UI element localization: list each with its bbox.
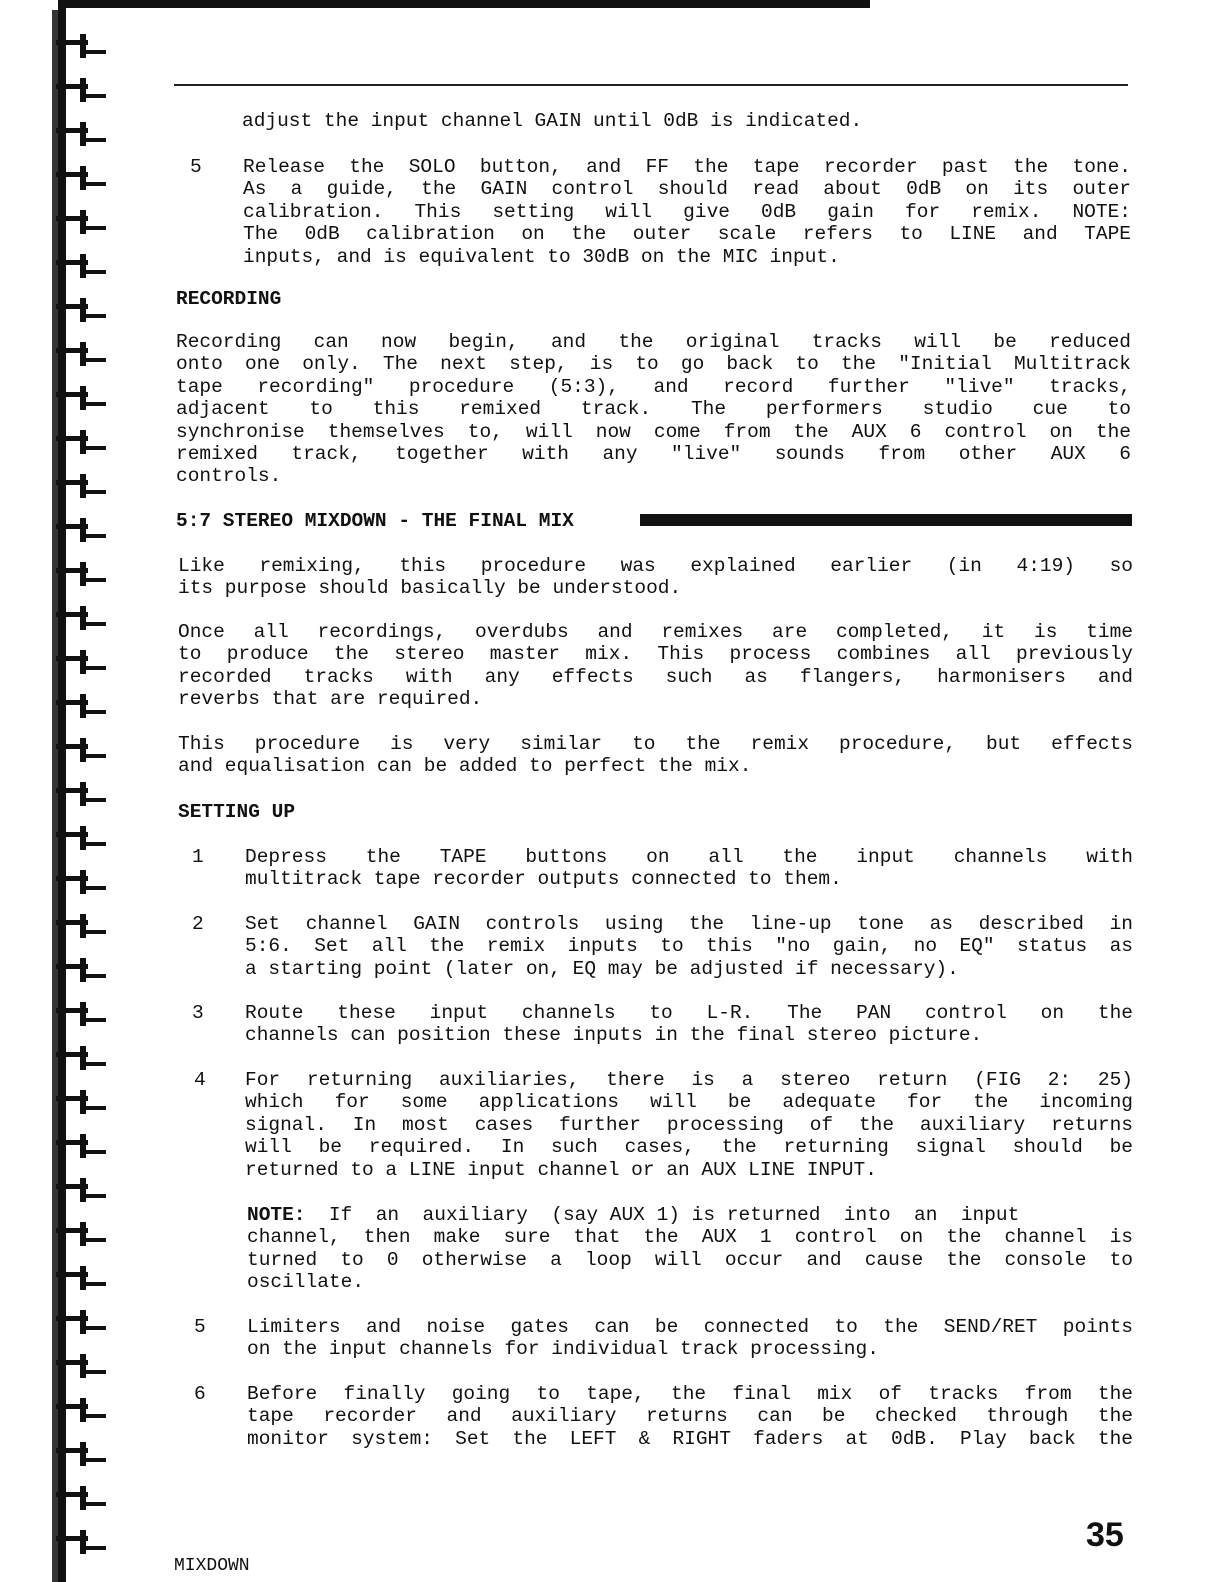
binding-ring-tip [86, 50, 106, 54]
text-line: If an auxiliary (say AUX 1) is returned into an input [305, 1204, 1020, 1226]
spiral-binding [0, 0, 118, 1582]
text-line: tape recorder and auxiliary returns can be checked through the [247, 1405, 1133, 1428]
text-line: multitrack tape recorder outputs connected to them. [245, 868, 842, 891]
binding-ring-tip [86, 270, 106, 274]
text-line: Once all recordings, overdubs and remixes are completed, it is time [178, 621, 1133, 643]
binding-ring-tip [86, 886, 106, 890]
text-line: Depress the TAPE buttons on all the input channels with [245, 846, 1133, 868]
text-line: its purpose should basically be understood. [178, 577, 682, 600]
step-number: 2 [192, 913, 204, 935]
text-line: to produce the stereo master mix. This process combines all previously [178, 643, 1133, 666]
text-line: adjacent to this remixed track. The performers studio cue to [176, 398, 1131, 421]
binding-ring-tip [86, 314, 106, 318]
binding-ring-tip [86, 226, 106, 230]
binding-ring-tip [86, 666, 106, 670]
binding-ring-hook [80, 1398, 86, 1422]
text-line: remixed track, together with any "live" sounds from other AUX 6 [176, 442, 1131, 465]
recording-heading: RECORDING [176, 288, 282, 310]
binding-ring-tip [86, 1062, 106, 1066]
text-line: This procedure is very similar to the remix procedure, but effects [178, 733, 1133, 755]
binding-ring-hook [80, 1530, 86, 1554]
binding-ring-tip [86, 1502, 106, 1506]
binding-ring-hook [80, 78, 86, 102]
step-number: 5 [194, 1316, 206, 1338]
binding-ring-hook [80, 562, 86, 586]
binding-ring-hook [80, 430, 86, 454]
step-2-text [245, 913, 1133, 980]
step-6-text [247, 1383, 1133, 1450]
text-line: Limiters and noise gates can be connected to the SEND/RET points [247, 1316, 1133, 1338]
text-line: which for some applications will be adequate for the incoming [245, 1091, 1133, 1114]
step-3-text [245, 1002, 1133, 1047]
binding-ring-hook [80, 958, 86, 982]
text-line: Recording can now begin, and the original tracks will be reduced [176, 331, 1131, 353]
binding-ring-tip [86, 974, 106, 978]
text-line: Before finally going to tape, the final mix of tracks from the [247, 1383, 1133, 1405]
step-number: 5 [190, 156, 202, 178]
text-line: tape recording" procedure (5:3), and record further "live" tracks, [176, 375, 1131, 398]
binding-ring-hook [80, 34, 86, 58]
binding-ring-hook [80, 782, 86, 806]
binding-ring-hook [80, 1266, 86, 1290]
binding-ring-hook [80, 474, 86, 498]
binding-ring-hook [80, 1222, 86, 1246]
text-line: signal. In most cases further processing of the auxiliary returns [245, 1113, 1133, 1136]
step-4-text [245, 1069, 1133, 1181]
text-line: synchronise themselves to, will now come from the AUX 6 control on the [176, 420, 1131, 443]
binding-ring-tip [86, 1414, 106, 1418]
binding-ring-hook [80, 386, 86, 410]
binding-ring-hook [80, 1134, 86, 1158]
text-line: and equalisation can be added to perfect the mix. [178, 755, 752, 778]
binding-ring-hook [80, 298, 86, 322]
text-line: reverbs that are required. [178, 688, 483, 711]
binding-ring-tip [86, 842, 106, 846]
text-line: oscillate. [247, 1271, 365, 1294]
text-line: Set channel GAIN controls using the line-up tone as described in [245, 913, 1133, 935]
binding-ring-tip [86, 622, 106, 626]
step-1-text [245, 846, 1133, 891]
text-line: calibration. This setting will give 0dB gain for remix. NOTE: [243, 200, 1131, 223]
binding-ring-tip [86, 1370, 106, 1374]
text-line: The 0dB calibration on the outer scale refers to LINE and TAPE [243, 223, 1131, 246]
note-first-line [247, 1204, 1133, 1226]
step-number: 6 [194, 1383, 206, 1405]
paragraph-2 [178, 621, 1133, 711]
section-heading-bar [640, 514, 1132, 526]
binding-ring-tip [86, 1194, 106, 1198]
binding-ring-hook [80, 166, 86, 190]
binding-ring-hook [80, 1046, 86, 1070]
binding-ring-hook [80, 738, 86, 762]
step-number: 3 [192, 1002, 204, 1024]
binding-ring-tip [86, 1282, 106, 1286]
binding-ring-hook [80, 914, 86, 938]
binding-ring-hook [80, 1486, 86, 1510]
recording-paragraph [176, 331, 1131, 488]
binding-ring-hook [80, 826, 86, 850]
binding-ring-hook [80, 122, 86, 146]
text-line: Like remixing, this procedure was explained earlier (in 4:19) so [178, 555, 1133, 577]
text-line: 5:6. Set all the remix inputs to this "no gain, no EQ" status as [245, 935, 1133, 958]
step-number: 4 [194, 1069, 206, 1091]
binding-ring-tip [86, 490, 106, 494]
binding-ring-tip [86, 1546, 106, 1550]
binding-ring-hook [80, 694, 86, 718]
top-edge-bar [60, 0, 870, 8]
text-line: adjust the input channel GAIN until 0dB is indicated. [242, 110, 863, 132]
intro-line [242, 110, 862, 132]
binding-ring-hook [80, 254, 86, 278]
binding-ring-tip [86, 94, 106, 98]
text-line: channel, then make sure that the AUX 1 control on the channel is [247, 1226, 1133, 1249]
binding-ring-tip [86, 710, 106, 714]
binding-ring-tip [86, 138, 106, 142]
binding-ring-hook [80, 870, 86, 894]
text-line: controls. [176, 465, 282, 488]
note-label: NOTE: [247, 1204, 306, 1226]
binding-ring-hook [80, 1178, 86, 1202]
binding-ring-tip [86, 1150, 106, 1154]
binding-ring-hook [80, 210, 86, 234]
note-block [247, 1204, 1133, 1294]
text-line: returned to a LINE input channel or an AUX LINE INPUT. [245, 1158, 877, 1181]
binding-ring-hook [80, 1002, 86, 1026]
binding-ring-hook [80, 1442, 86, 1466]
binding-ring-hook [80, 1090, 86, 1114]
header-rule [174, 84, 1128, 86]
section-heading: 5:7 STEREO MIXDOWN - THE FINAL MIX [176, 510, 574, 532]
binding-ring-tip [86, 1458, 106, 1462]
text-line: Route these input channels to L-R. The PAN control on the [245, 1002, 1133, 1024]
binding-ring-tip [86, 358, 106, 362]
binding-ring-tip [86, 446, 106, 450]
binding-ring-tip [86, 402, 106, 406]
text-line: Release the SOLO button, and FF the tape recorder past the tone. [243, 156, 1131, 178]
page-number: 35 [1086, 1516, 1124, 1554]
binding-ring-tip [86, 1106, 106, 1110]
binding-ring-tip [86, 930, 106, 934]
step-number: 1 [192, 846, 204, 868]
step-5b-text [247, 1316, 1133, 1361]
binding-ring-hook [80, 606, 86, 630]
text-line: For returning auxiliaries, there is a stereo return (FIG 2: 25) [245, 1069, 1133, 1091]
text-line: a starting point (later on, EQ may be adjusted if necessary). [245, 957, 959, 980]
text-line: inputs, and is equivalent to 30dB on the MIC input. [243, 245, 840, 268]
binding-ring-hook [80, 1354, 86, 1378]
binding-ring-hook [80, 650, 86, 674]
binding-ring-tip [86, 1018, 106, 1022]
binding-ring-tip [86, 1238, 106, 1242]
binding-ring-hook [80, 518, 86, 542]
text-line: will be required. In such cases, the returning signal should be [245, 1136, 1133, 1159]
text-line: As a guide, the GAIN control should read about 0dB on its outer [243, 178, 1131, 201]
footer-section-name: MIXDOWN [174, 1556, 250, 1576]
binding-ring-tip [86, 1326, 106, 1330]
setting-up-heading: SETTING UP [178, 801, 296, 823]
text-line: monitor system: Set the LEFT & RIGHT faders at 0dB. Play back the [247, 1427, 1133, 1450]
text-line: onto one only. The next step, is to go back to the "Initial Multitrack [176, 353, 1131, 376]
step-5-text [243, 156, 1131, 268]
binding-ring-tip [86, 798, 106, 802]
binding-ring-hook [80, 342, 86, 366]
binding-ring-hook [80, 1310, 86, 1334]
binding-ring-tip [86, 578, 106, 582]
paragraph-1 [178, 555, 1133, 600]
paragraph-3 [178, 733, 1133, 778]
text-line: channels can position these inputs in the final stereo picture. [245, 1024, 983, 1047]
text-line: turned to 0 otherwise a loop will occur and cause the console to [247, 1248, 1133, 1271]
text-line: on the input channels for individual track processing. [247, 1338, 879, 1361]
binding-ring-tip [86, 182, 106, 186]
binding-ring-tip [86, 534, 106, 538]
binding-ring-tip [86, 754, 106, 758]
text-line: recorded tracks with any effects such as flangers, harmonisers and [178, 665, 1133, 688]
